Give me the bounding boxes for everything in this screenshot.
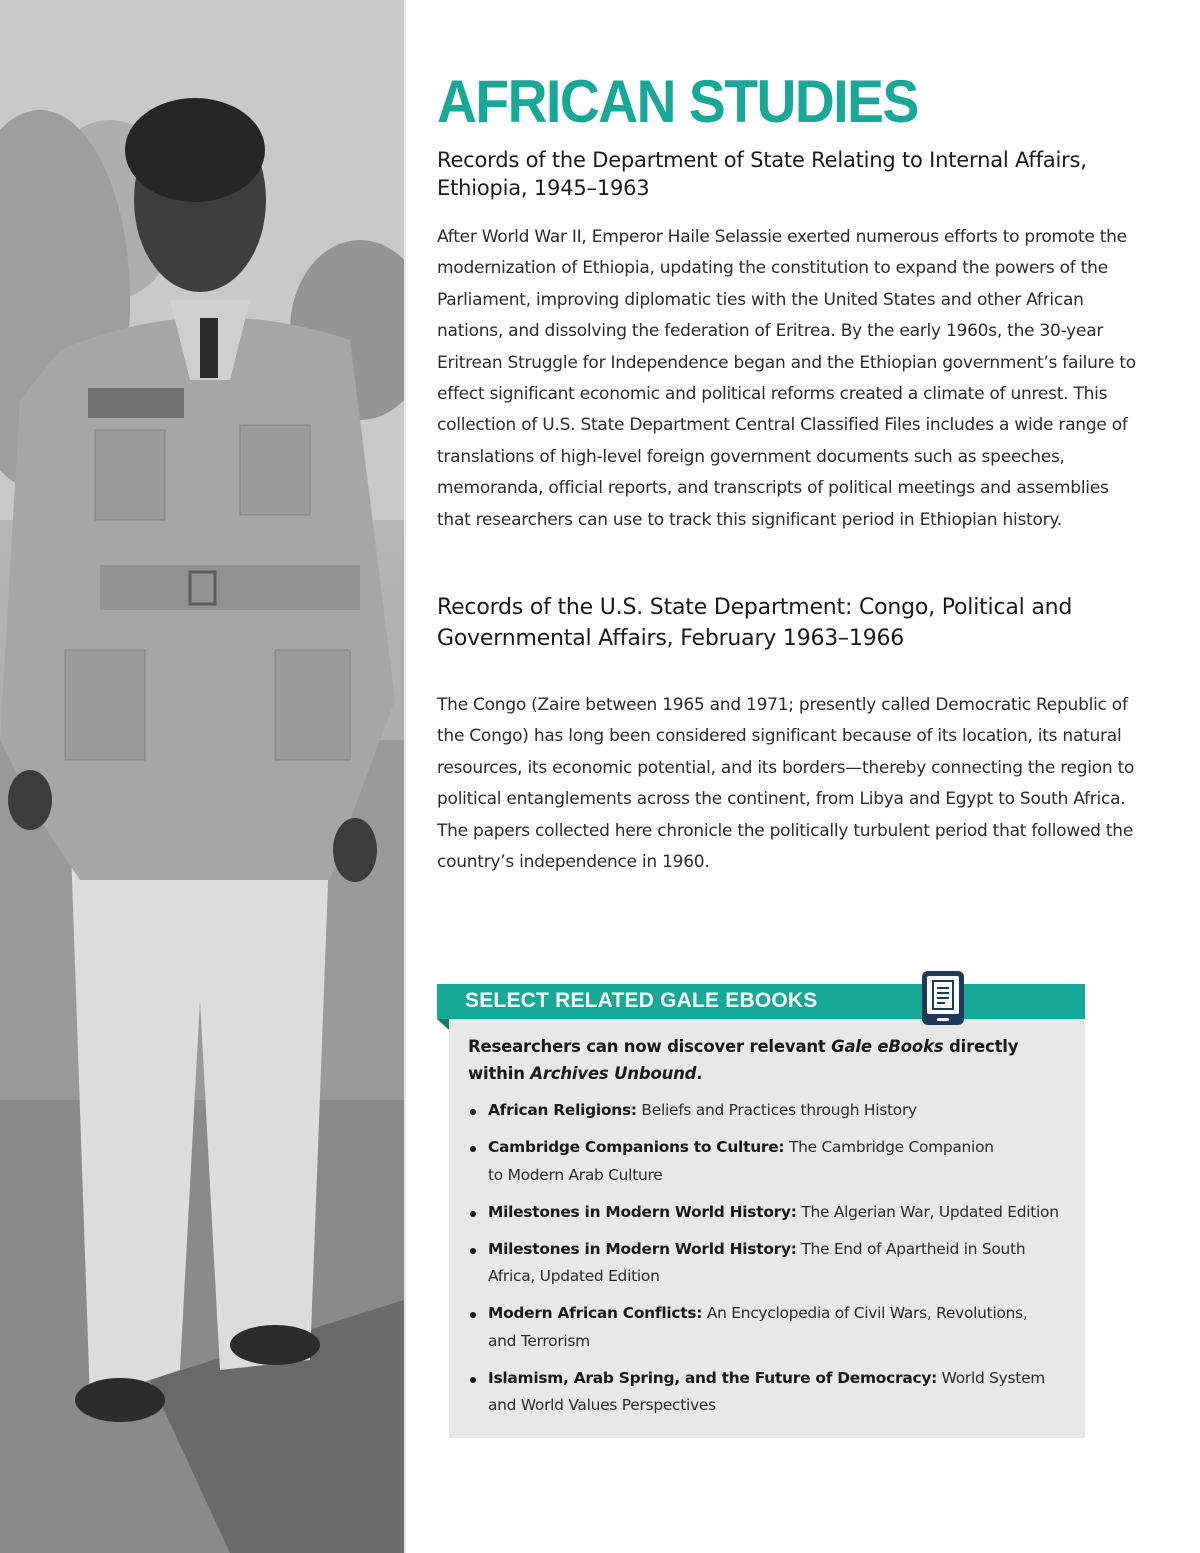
ebook-title: The Cambridge Companion to Modern Arab Culture bbox=[488, 1138, 994, 1184]
intro-text: directly within bbox=[468, 1037, 1019, 1083]
section-body-congo: The Congo (Zaire between 1965 and 1971; presently called Democratic Republic of the Congo) has long been considered significant because of its location, its natural resources, its economic potential, and its borders—thereby connecting the region to political entanglements across the continent, from Libya and Egypt to South Africa. The papers collected here chronicle the politically turbulent period that followed the country’s independence in 1960. bbox=[437, 695, 1135, 873]
page-title: AFRICAN STUDIES bbox=[437, 68, 918, 135]
hero-photo bbox=[0, 0, 404, 1553]
ebook-series: Milestones in Modern World History: bbox=[488, 1202, 797, 1221]
ebook-item bbox=[468, 1199, 1065, 1227]
ebook-title: The End of Apartheid in South Africa, Updated Edition bbox=[488, 1239, 1026, 1285]
ebook-series: Cambridge Companions to Culture: bbox=[488, 1138, 785, 1156]
ebook-title: Beliefs and Practices through History bbox=[636, 1101, 917, 1119]
related-ebooks-header bbox=[437, 984, 1085, 1019]
ebook-item bbox=[468, 1300, 1038, 1355]
ebook-item bbox=[468, 1134, 1008, 1189]
related-ebooks-title: SELECT RELATED GALE EBOOKS bbox=[465, 989, 818, 1012]
ebook-item bbox=[468, 1236, 1028, 1291]
ebook-title: The Algerian War, Updated Edition bbox=[796, 1202, 1059, 1221]
section-heading-ethiopia: Records of the Department of State Relating to Internal Affairs, Ethiopia, 1945–1963 bbox=[437, 148, 1087, 200]
ebook-series: African Religions: bbox=[488, 1101, 637, 1119]
intro-gale-ebooks: Gale eBooks bbox=[831, 1037, 944, 1056]
hero-photo-illustration bbox=[0, 0, 404, 1553]
section-heading-congo: Records of the U.S. State Department: Congo, Political and Governmental Affairs, February 1963–1966 bbox=[437, 595, 1073, 652]
ebook-series: Milestones in Modern World History: bbox=[488, 1239, 797, 1258]
ebook-series: Islamism, Arab Spring, and the Future of Democracy: bbox=[488, 1368, 938, 1387]
photo-divider bbox=[404, 0, 406, 1553]
ebook-item bbox=[468, 1097, 1065, 1125]
intro-text: Researchers can now discover relevant bbox=[468, 1037, 832, 1056]
intro-period: . bbox=[696, 1064, 703, 1083]
ribbon-fold bbox=[437, 1019, 449, 1030]
ebook-item bbox=[468, 1365, 1065, 1420]
ebook-title: World System and World Values Perspectives bbox=[488, 1368, 1046, 1414]
ebook-series: Modern African Conflicts: bbox=[488, 1304, 703, 1322]
article bbox=[437, 70, 1137, 879]
section-body-ethiopia: After World War II, Emperor Haile Selassie exerted numerous efforts to promote the modernization of Ethiopia, updating the constitution to expand the powers of the Parliament, improving diplomatic ties with the United States and other African nations, and dissolving the federation of Eritrea. By the early 1960s, the 30-year Eritrean Struggle for Independence began and the Ethiopian government’s failure to effect significant economic and political reforms created a climate of unrest. This collection of U.S. State Department Central Classified Files includes a wide range of translations of high-level foreign government documents such as speeches, memoranda, official reports, and transcripts of political meetings and assemblies that researchers can use to track this significant period in Ethiopian history. bbox=[437, 227, 1136, 530]
ebook-title: An Encyclopedia of Civil Wars, Revolutions, and Terrorism bbox=[488, 1304, 1028, 1350]
intro-archives-unbound: Archives Unbound bbox=[530, 1064, 697, 1083]
related-ebooks-body bbox=[449, 1019, 1085, 1438]
tablet-ebook-icon bbox=[921, 970, 965, 1026]
ebook-list bbox=[468, 1097, 1065, 1420]
related-ebooks-intro bbox=[468, 1033, 1065, 1087]
related-ebooks-panel bbox=[437, 984, 1085, 1438]
